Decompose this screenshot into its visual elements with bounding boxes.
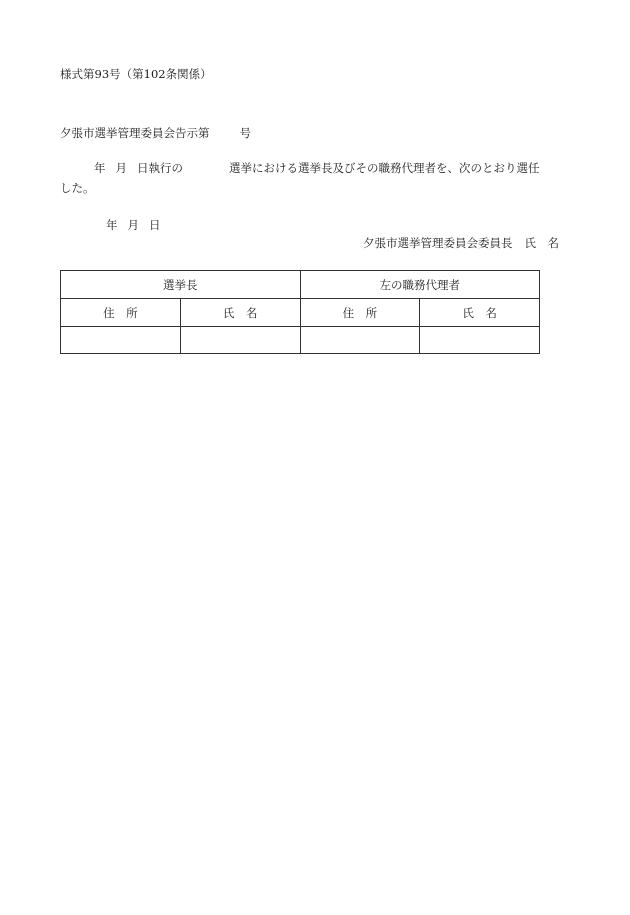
date-month: 月 xyxy=(127,218,139,232)
notice-title-suffix: 号 xyxy=(239,126,251,140)
column-header-deputy-name: 氏 名 xyxy=(420,299,540,327)
table-group-header-row xyxy=(61,271,540,299)
column-header-deputy-address: 住 所 xyxy=(300,299,420,327)
body-text-line-2: した。 xyxy=(60,181,95,195)
body-month: 月 xyxy=(115,161,127,175)
table-cell xyxy=(300,327,420,354)
signature-issuer: 夕張市選挙管理委員会委員長 xyxy=(363,236,513,250)
table-column-header-row xyxy=(61,299,540,327)
table-cell xyxy=(180,327,300,354)
group-header-election-chief: 選挙長 xyxy=(61,271,301,299)
notice-title-prefix: 夕張市選挙管理委員会告示第 xyxy=(60,126,210,140)
date-day: 日 xyxy=(149,218,161,232)
body-year: 年 xyxy=(94,161,106,175)
group-header-deputy: 左の職務代理者 xyxy=(300,271,540,299)
body-text-line-1 xyxy=(60,160,540,176)
table-row xyxy=(61,327,540,354)
body-day-executed: 日執行の xyxy=(137,161,183,175)
date-year: 年 xyxy=(106,218,118,232)
signature-name: 氏 名 xyxy=(524,236,559,250)
body-election-text: 選挙における選挙長及びその職務代理者を、次のとおり選任 xyxy=(229,161,540,175)
signature xyxy=(363,235,559,251)
table-cell xyxy=(420,327,540,354)
election-official-table xyxy=(60,270,540,354)
notice-title xyxy=(60,125,251,141)
column-header-chief-name: 氏 名 xyxy=(180,299,300,327)
form-number: 様式第93号（第102条関係） xyxy=(60,67,212,81)
column-header-chief-address: 住 所 xyxy=(61,299,181,327)
table-cell xyxy=(61,327,181,354)
date-line xyxy=(60,217,161,233)
